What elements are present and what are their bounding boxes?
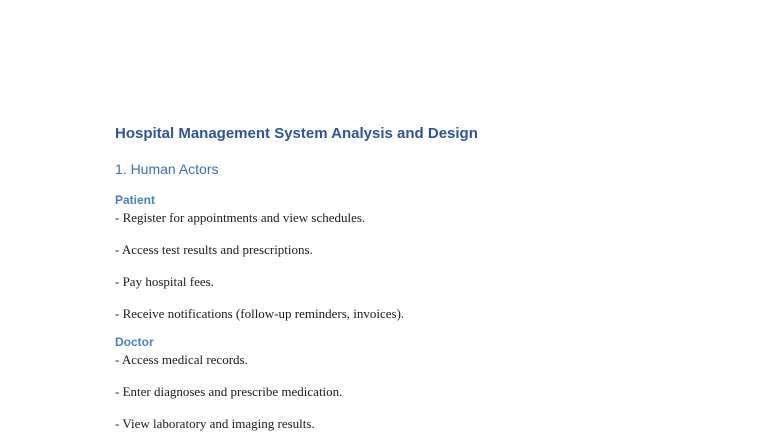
list-item: - Access test results and prescriptions. (115, 242, 313, 257)
actor-patient-items (115, 210, 755, 322)
document-title: Hospital Management System Analysis and Design (115, 125, 478, 142)
actor-doctor-items (115, 352, 755, 432)
list-item: - Receive notifications (follow-up reminders, invoices). (115, 306, 405, 321)
list-item: - Register for appointments and view schedules. (115, 210, 366, 225)
actor-name-doctor: Doctor (115, 335, 154, 349)
section-heading-human-actors: 1. Human Actors (115, 161, 219, 177)
actor-patient (115, 192, 755, 322)
list-item: - Pay hospital fees. (115, 274, 214, 289)
actor-doctor (115, 334, 755, 432)
document-body (115, 124, 755, 441)
list-item: - View laboratory and imaging results. (115, 416, 315, 431)
list-item: - Access medical records. (115, 352, 248, 367)
list-item: - Enter diagnoses and prescribe medication. (115, 384, 343, 399)
actor-name-patient: Patient (115, 193, 156, 207)
